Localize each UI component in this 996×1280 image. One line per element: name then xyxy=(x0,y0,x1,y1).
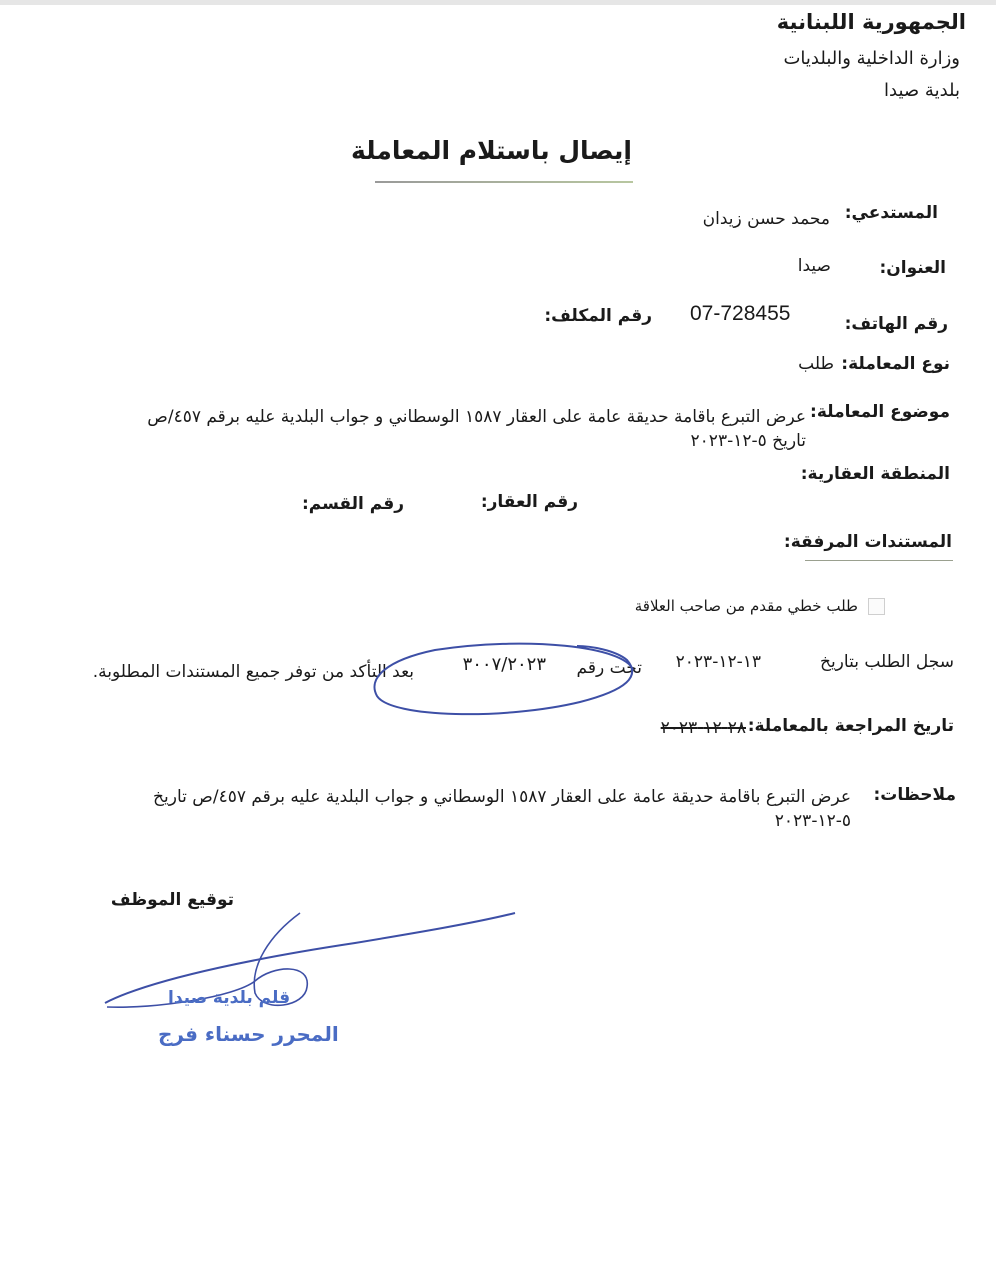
applicant-label: المستدعي: xyxy=(844,203,938,223)
municipality-heading: بلدية صيدا xyxy=(884,80,960,101)
section-number-label: رقم القسم: xyxy=(301,494,404,514)
notes-label: ملاحظات: xyxy=(873,785,956,805)
review-date-label: تاريخ المراجعة بالمعاملة: xyxy=(747,716,954,736)
handwritten-signature xyxy=(95,905,525,1015)
applicant-value: محمد حسن زيدان xyxy=(702,209,830,229)
registration-date: ١٣-١٢-٢٠٢٣ xyxy=(675,652,761,672)
transaction-type-label: نوع المعاملة: xyxy=(841,354,950,374)
notes-value: عرض التبرع باقامة حديقة عامة على العقار ١٥٨٧ الوسطاني و جواب البلدية عليه برقم ٤٥٧/ص تاريخ ٥-١٢-٢٠٢٣ xyxy=(153,787,851,831)
registration-suffix: بعد التأكد من توفر جميع المستندات المطلوبة. xyxy=(92,662,414,682)
phone-value: 07-728455 xyxy=(690,302,791,325)
property-number-label: رقم العقار: xyxy=(480,492,578,512)
transaction-type-value: طلب xyxy=(798,354,834,374)
pen-circle-annotation xyxy=(365,636,640,722)
document-title: إيصال باستلام المعاملة xyxy=(350,136,632,165)
attachment-item-label: طلب خطي مقدم من صاحب العلاقة xyxy=(634,597,858,615)
address-value: صيدا xyxy=(797,256,831,276)
attachments-heading-underline xyxy=(805,560,953,561)
taxpayer-number-label: رقم المكلف: xyxy=(544,306,652,326)
attachment-checkbox[interactable] xyxy=(868,598,885,615)
registration-under-number: تحت رقم xyxy=(576,658,642,678)
real-estate-area-label: المنطقة العقارية: xyxy=(800,464,950,484)
scan-top-strip xyxy=(0,0,996,5)
subject-label: موضوع المعاملة: xyxy=(810,402,950,422)
registration-prefix: سجل الطلب بتاريخ xyxy=(819,652,954,672)
ministry-heading: وزارة الداخلية والبلديات xyxy=(783,48,960,69)
country-heading: الجمهورية اللبنانية xyxy=(776,10,966,34)
registration-number: ٣٠٠٧/٢٠٢٣ xyxy=(462,654,546,675)
phone-label: رقم الهاتف: xyxy=(844,314,948,334)
subject-value: عرض التبرع باقامة حديقة عامة على العقار ١٥٨٧ الوسطاني و جواب البلدية عليه برقم ٤٥٧/ص تاريخ ٥-١٢-٢٠٢٣ xyxy=(147,407,806,451)
municipal-stamp-line1: قلم بلدية صيدا xyxy=(168,988,291,1008)
address-label: العنوان: xyxy=(879,258,946,278)
attachments-heading: المستندات المرفقة: xyxy=(783,532,952,552)
municipal-stamp-line2: المحرر حسناء فرج xyxy=(158,1022,339,1046)
review-date-value: ٢٨-١٢-٢٠٢٣ xyxy=(660,718,746,738)
title-underline xyxy=(375,181,633,183)
employee-signature-label: توقيع الموظف xyxy=(110,890,234,910)
